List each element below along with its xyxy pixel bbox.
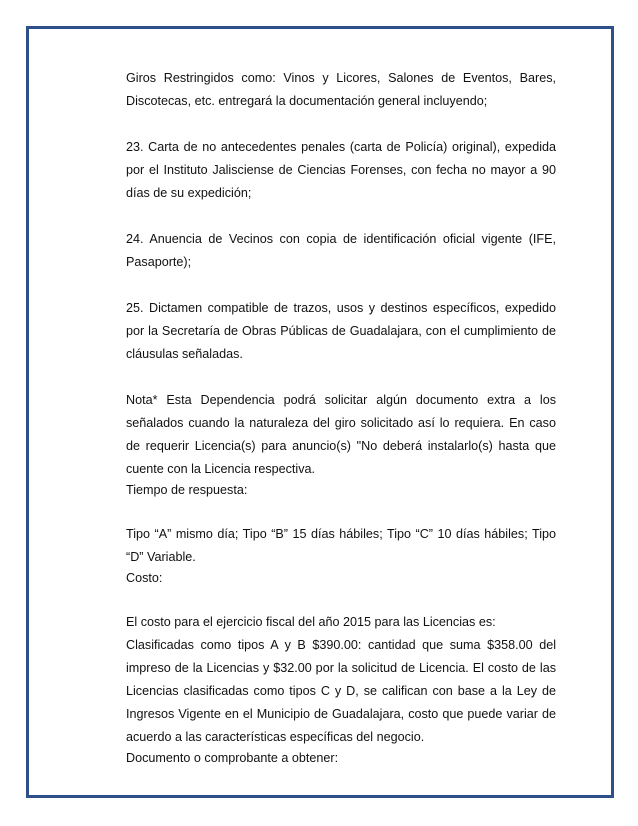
paragraph-giros-restringidos — [126, 67, 556, 113]
text-line: El costo para el ejercicio fiscal del año 2015 para las Licencias es: — [126, 615, 496, 629]
document-body — [126, 67, 556, 768]
text-line: días de su expedición; — [126, 186, 252, 200]
text-line: Licencias clasificadas como tipos C y D, se califican con base a la Ley de — [126, 684, 556, 698]
text-line: señalados cuando la naturaleza del giro solicitado así lo requiera. En caso — [126, 416, 556, 430]
paragraph-tipos — [126, 523, 556, 588]
text-line: 24. Anuencia de Vecinos con copia de identificación oficial vigente (IFE, — [126, 232, 556, 246]
text-line: cláusulas señaladas. — [126, 347, 243, 361]
text-line: “D” Variable. — [126, 550, 196, 564]
text-line: por la Secretaría de Obras Públicas de Guadalajara, con el cumplimiento de — [126, 324, 556, 338]
text-line: acuerdo a las características específicas del negocio. — [126, 730, 425, 744]
text-line: 23. Carta de no antecedentes penales (carta de Policía) original), expedida — [126, 140, 556, 154]
section-heading-costo: Costo: — [126, 571, 163, 585]
text-line: Clasificadas como tipos A y B $390.00: cantidad que suma $358.00 del — [126, 638, 556, 652]
text-line: Discotecas, etc. entregará la documentación general incluyendo; — [126, 94, 488, 108]
text-line: por el Instituto Jalisciense de Ciencias Forenses, con fecha no mayor a 90 — [126, 163, 556, 177]
text-line: Tipo “A” mismo día; Tipo “B” 15 días hábiles; Tipo “C” 10 días hábiles; Tipo — [126, 527, 556, 541]
paragraph-costo — [126, 611, 556, 768]
text-line: Pasaporte); — [126, 255, 192, 269]
text-line: Ingresos Vigente en el Municipio de Guadalajara, costo que puede variar de — [126, 707, 556, 721]
text-line: de requerir Licencia(s) para anuncio(s) "No deberá instalarlo(s) hasta que — [126, 439, 556, 453]
section-heading-tiempo: Tiempo de respuesta: — [126, 483, 248, 497]
text-line: Giros Restringidos como: Vinos y Licores, Salones de Eventos, Bares, — [126, 71, 556, 85]
section-heading-documento: Documento o comprobante a obtener: — [126, 751, 339, 765]
paragraph-item-25 — [126, 297, 556, 366]
text-line: Nota* Esta Dependencia podrá solicitar algún documento extra a los — [126, 393, 556, 407]
paragraph-item-24 — [126, 228, 556, 274]
text-line: cuente con la Licencia respectiva. — [126, 462, 316, 476]
paragraph-nota — [126, 389, 556, 500]
paragraph-item-23 — [126, 136, 556, 205]
text-line: impreso de la Licencias y $32.00 por la solicitud de Licencia. El costo de las — [126, 661, 556, 675]
text-line: 25. Dictamen compatible de trazos, usos y destinos específicos, expedido — [126, 301, 556, 315]
